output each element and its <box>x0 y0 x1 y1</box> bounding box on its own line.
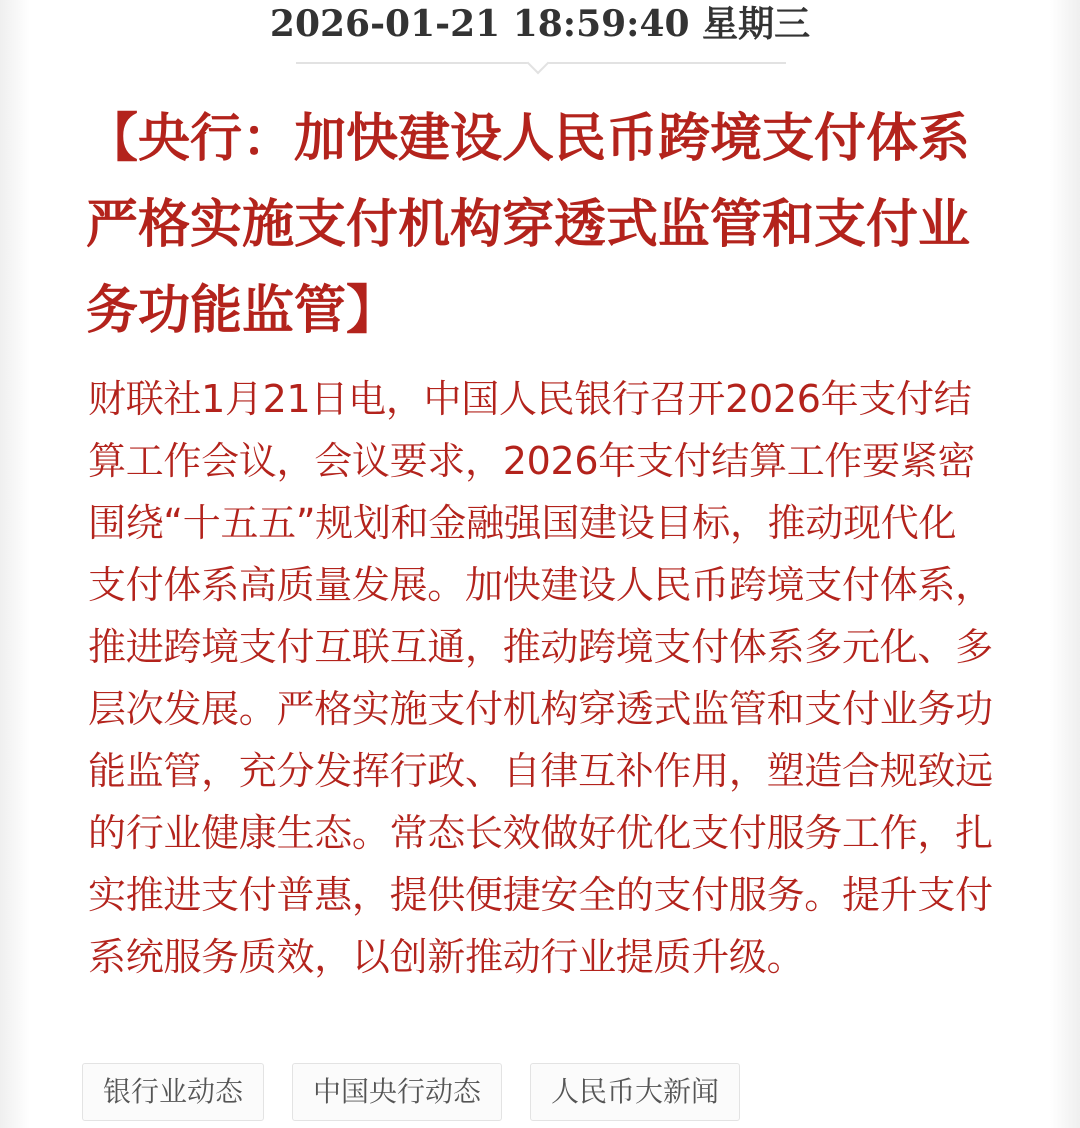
article-headline: 【央行：加快建设人民币跨境支付体系 严格实施支付机构穿透式监管和支付业务功能监管】 <box>86 109 971 341</box>
tag-rmb-news[interactable]: 人民币大新闻 <box>530 1063 740 1121</box>
publish-timestamp: 2026-01-21 18:59:40 星期三 <box>269 3 811 45</box>
divider-notch-indicator <box>527 52 550 75</box>
tag-list <box>82 1063 740 1121</box>
tag-banking-news[interactable]: 银行业动态 <box>82 1063 264 1121</box>
article-body: 财联社1月21日电，中国人民银行召开2026年支付结算工作会议，会议要求，2026年支付结算工作要紧密围绕“十五五”规划和金融强国建设目标，推动现代化支付体系高质量发展。加快建设人民币跨境支付体系，推进跨境支付互联互通，推动跨境支付体系多元化、多层次发展。严格实施支付机构穿透式监管和支付业务功能监管，充分发挥行政、自律互补作用，塑造合规致远的行业健康生态。常态长效做好优化支付服务工作，扎实推进支付普惠，提供便捷安全的支付服务。提升支付系统服务质效，以创新推动行业提质升级。 <box>88 377 993 979</box>
tag-central-bank-news[interactable]: 中国央行动态 <box>292 1063 502 1121</box>
